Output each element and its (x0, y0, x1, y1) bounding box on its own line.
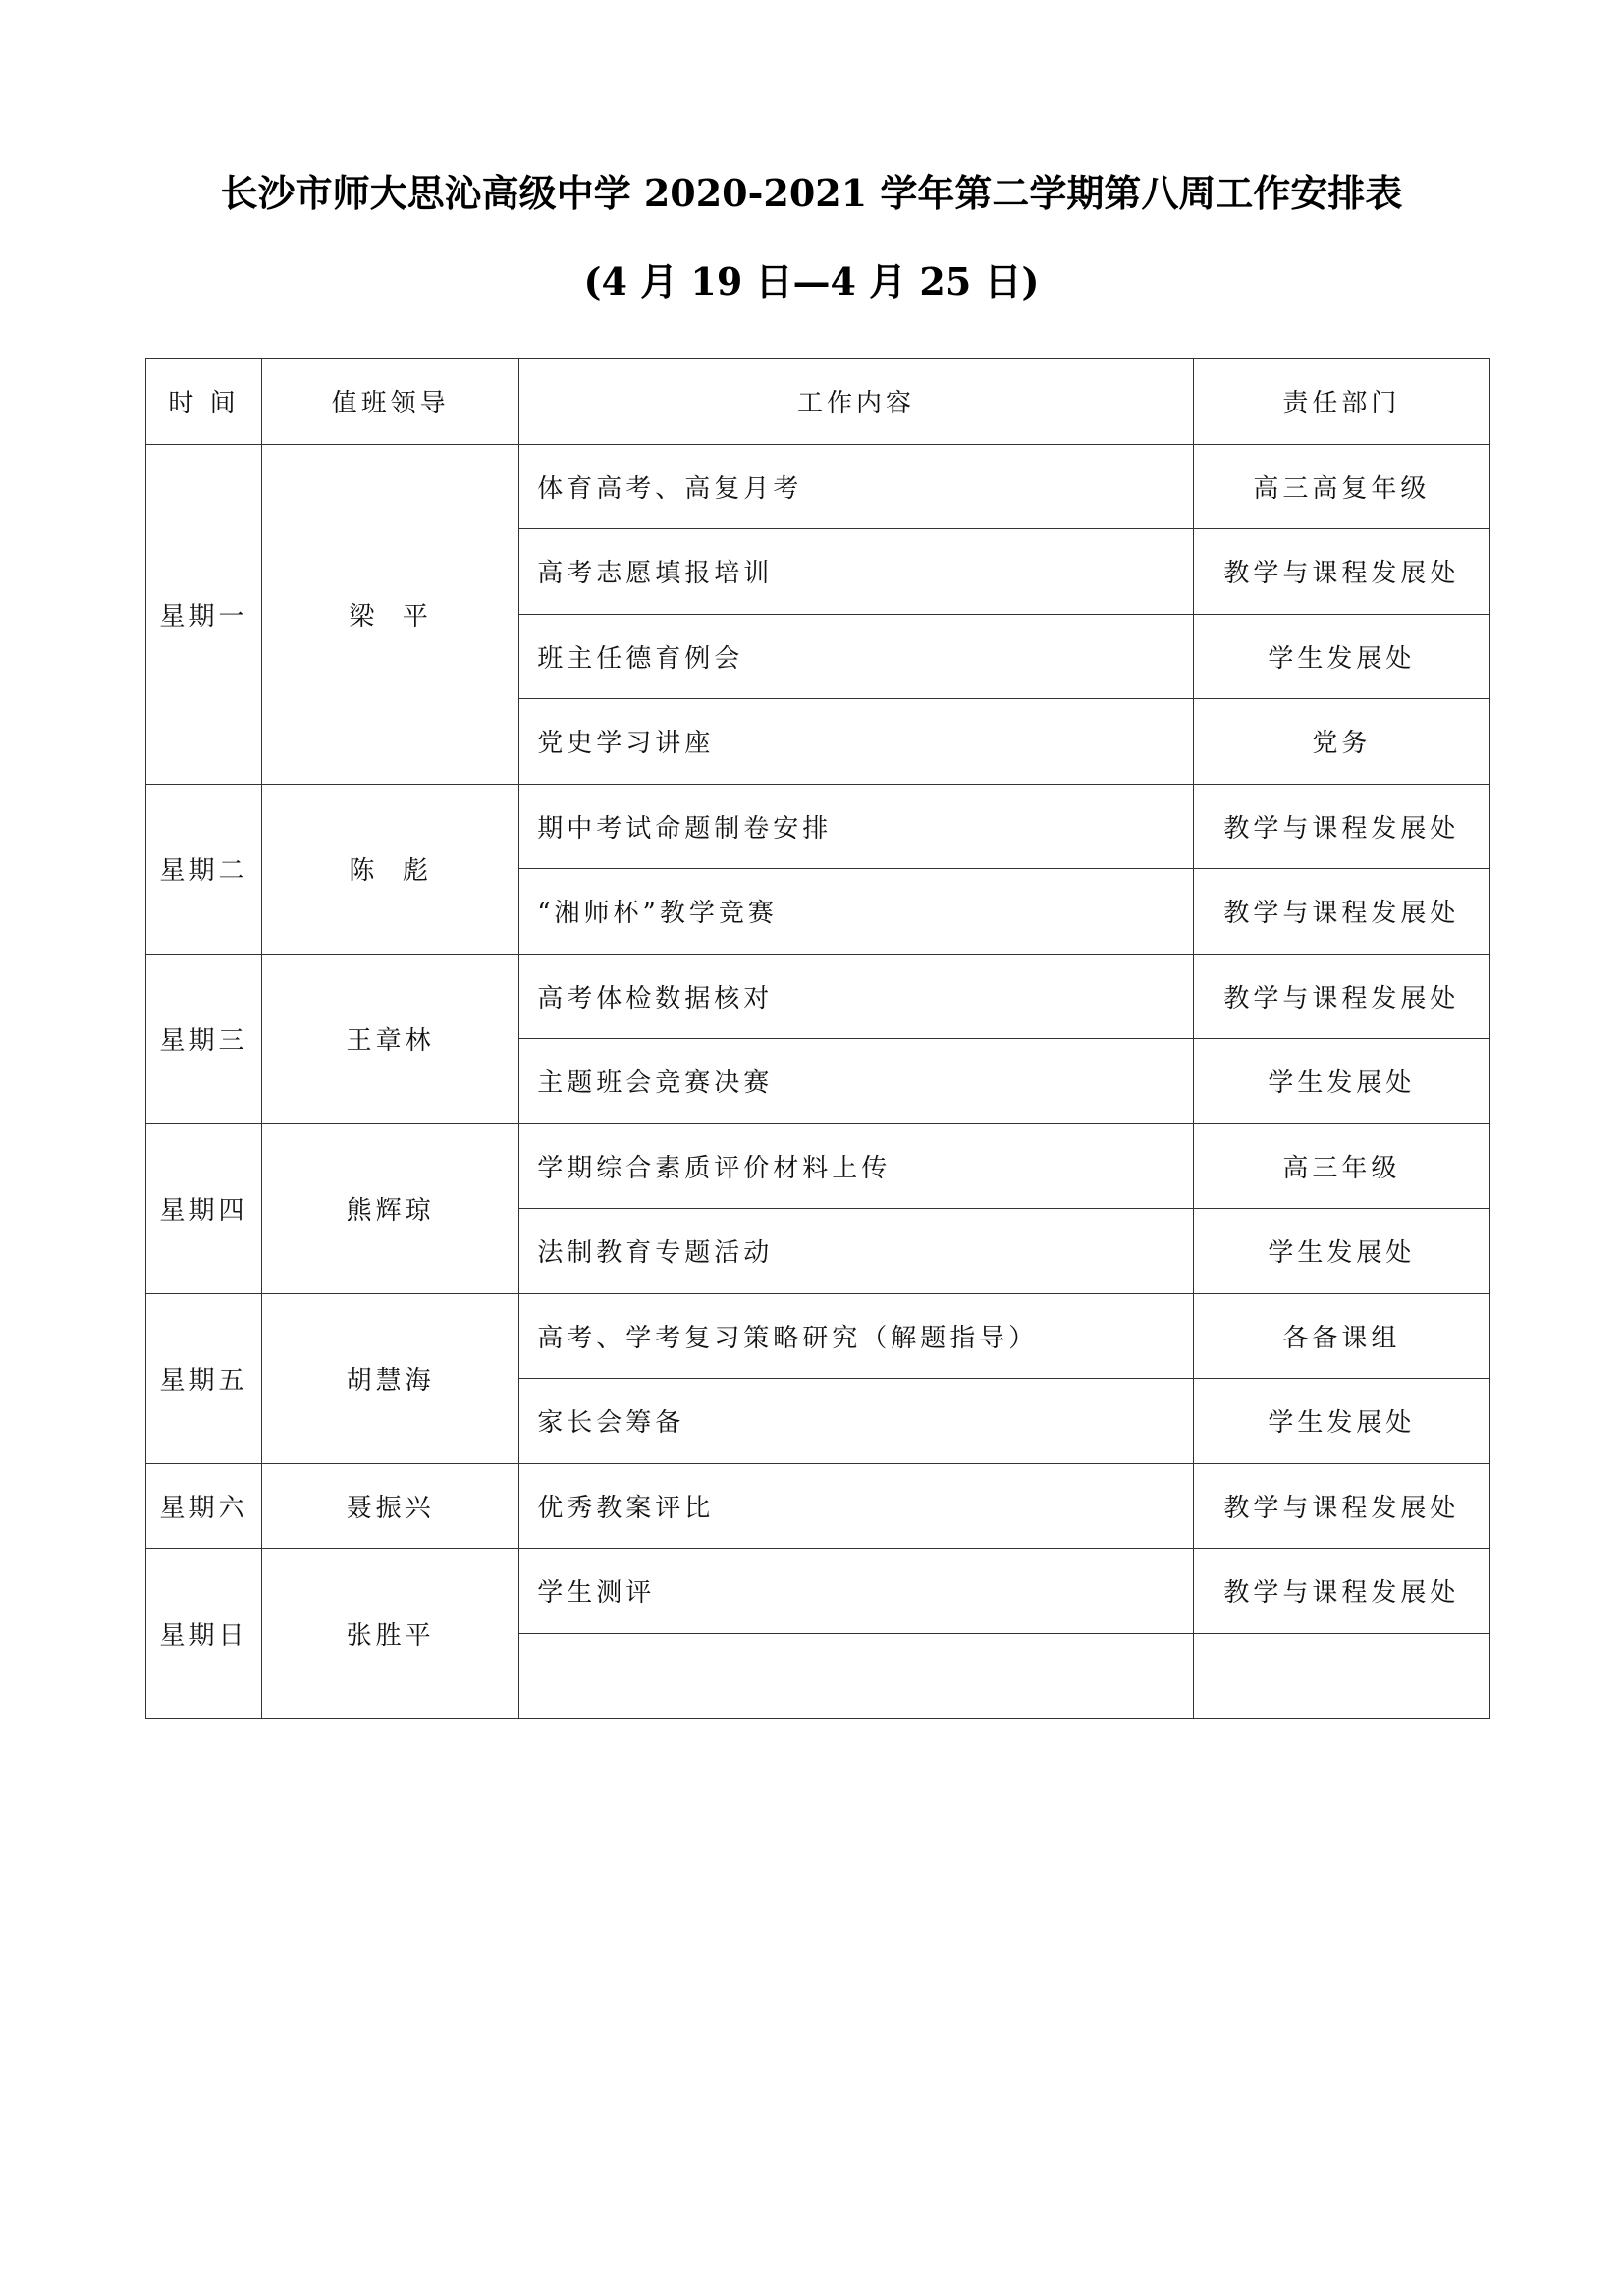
duty-leader-cell: 陈 彪 (262, 784, 519, 954)
duty-leader-cell: 梁 平 (262, 444, 519, 784)
day-cell: 星期六 (146, 1463, 262, 1549)
day-cell: 星期四 (146, 1123, 262, 1293)
responsible-dept-cell: 教学与课程发展处 (1193, 529, 1489, 615)
work-content-cell: 高考体检数据核对 (519, 954, 1194, 1039)
day-cell: 星期日 (146, 1549, 262, 1719)
responsible-dept-cell: 各备课组 (1193, 1293, 1489, 1379)
responsible-dept-cell: 学生发展处 (1193, 1379, 1489, 1464)
day-cell: 星期三 (146, 954, 262, 1123)
header-time: 时 间 (146, 359, 262, 445)
work-content-cell: 期中考试命题制卷安排 (519, 784, 1194, 869)
responsible-dept-cell: 学生发展处 (1193, 1039, 1489, 1124)
work-content-cell: “湘师杯”教学竞赛 (519, 869, 1194, 955)
work-content-cell (519, 1633, 1194, 1719)
responsible-dept-cell: 学生发展处 (1193, 614, 1489, 699)
work-content-cell: 主题班会竞赛决赛 (519, 1039, 1194, 1124)
work-content-cell: 高考志愿填报培训 (519, 529, 1194, 615)
table-row (146, 784, 1490, 869)
responsible-dept-cell: 高三年级 (1193, 1123, 1489, 1209)
responsible-dept-cell (1193, 1633, 1489, 1719)
responsible-dept-cell: 教学与课程发展处 (1193, 869, 1489, 955)
schedule-table (145, 358, 1490, 1719)
work-content-cell: 优秀教案评比 (519, 1463, 1194, 1549)
duty-leader-cell: 张胜平 (262, 1549, 519, 1719)
header-work-content: 工作内容 (519, 359, 1194, 445)
duty-leader-cell: 聂振兴 (262, 1463, 519, 1549)
duty-leader-cell: 王章林 (262, 954, 519, 1123)
header-row (146, 359, 1490, 445)
responsible-dept-cell: 党务 (1193, 699, 1489, 785)
document-date-range: (4 月 19 日—4 月 25 日) (583, 259, 1040, 303)
day-cell: 星期一 (146, 444, 262, 784)
document-title: 长沙市师大思沁高级中学 2020-2021 学年第二学期第八周工作安排表 (220, 171, 1403, 215)
work-content-cell: 学生测评 (519, 1549, 1194, 1634)
responsible-dept-cell: 教学与课程发展处 (1193, 954, 1489, 1039)
work-content-cell: 高考、学考复习策略研究（解题指导） (519, 1293, 1194, 1379)
table-row (146, 1463, 1490, 1549)
day-cell: 星期五 (146, 1293, 262, 1463)
responsible-dept-cell: 教学与课程发展处 (1193, 1549, 1489, 1634)
schedule-table-header (146, 359, 1490, 445)
header-responsible-dept: 责任部门 (1193, 359, 1489, 445)
work-content-cell: 法制教育专题活动 (519, 1209, 1194, 1294)
work-content-cell: 体育高考、高复月考 (519, 444, 1194, 529)
responsible-dept-cell: 高三高复年级 (1193, 444, 1489, 529)
responsible-dept-cell: 教学与课程发展处 (1193, 784, 1489, 869)
responsible-dept-cell: 教学与课程发展处 (1193, 1463, 1489, 1549)
table-row (146, 1549, 1490, 1634)
responsible-dept-cell: 学生发展处 (1193, 1209, 1489, 1294)
work-content-cell: 党史学习讲座 (519, 699, 1194, 785)
day-cell: 星期二 (146, 784, 262, 954)
table-row (146, 1123, 1490, 1209)
work-content-cell: 家长会筹备 (519, 1379, 1194, 1464)
duty-leader-cell: 熊辉琼 (262, 1123, 519, 1293)
work-content-cell: 班主任德育例会 (519, 614, 1194, 699)
header-duty-leader: 值班领导 (262, 359, 519, 445)
table-row (146, 954, 1490, 1039)
table-row (146, 1293, 1490, 1379)
schedule-table-body (146, 444, 1490, 1719)
table-row (146, 444, 1490, 529)
duty-leader-cell: 胡慧海 (262, 1293, 519, 1463)
work-content-cell: 学期综合素质评价材料上传 (519, 1123, 1194, 1209)
